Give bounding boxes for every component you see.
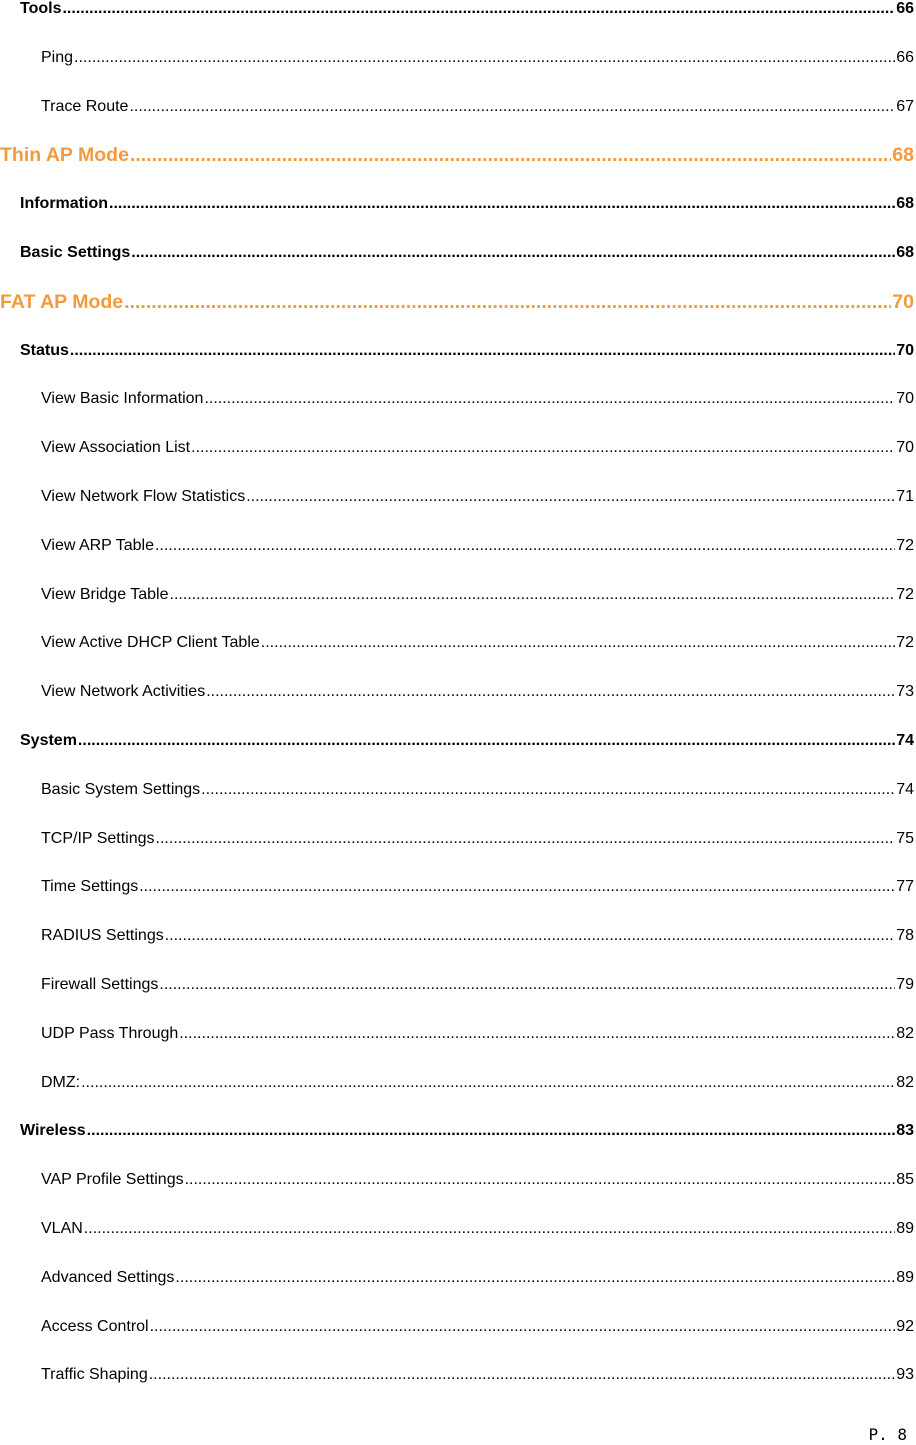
- toc-entry-title: Time Settings: [41, 878, 139, 896]
- toc-section-entry[interactable]: [20, 195, 914, 217]
- toc-entry-title: Traffic Shaping: [41, 1366, 148, 1384]
- toc-entry-title: DMZ:: [41, 1073, 81, 1091]
- toc-subsection-entry[interactable]: [41, 683, 914, 705]
- toc-section-entry[interactable]: [20, 342, 914, 364]
- toc-entry-title: RADIUS Settings: [41, 927, 164, 945]
- toc-dot-leader: [62, 0, 895, 18]
- toc-entry-title: Tools: [20, 0, 62, 17]
- toc-dot-leader: [78, 732, 895, 750]
- toc-entry-page-number: 67: [896, 97, 914, 115]
- toc-subsection-entry[interactable]: [41, 878, 914, 900]
- toc-section-entry[interactable]: [20, 732, 914, 754]
- toc-entry-title: Thin AP Mode: [0, 144, 129, 167]
- toc-section-entry[interactable]: [20, 1122, 914, 1144]
- toc-entry-title: View Bridge Table: [41, 585, 169, 603]
- toc-dot-leader: [81, 1074, 895, 1092]
- toc-dot-leader: [150, 1318, 896, 1336]
- toc-subsection-entry[interactable]: [41, 1220, 914, 1242]
- toc-entry-page-number: 70: [896, 439, 914, 457]
- toc-entry-title: UDP Pass Through: [41, 1024, 179, 1042]
- toc-dot-leader: [74, 49, 895, 67]
- toc-subsection-entry[interactable]: [41, 976, 914, 998]
- toc-subsection-entry[interactable]: [41, 1025, 914, 1047]
- toc-section-entry[interactable]: [20, 244, 914, 266]
- toc-entry-page-number: 68: [896, 195, 914, 213]
- toc-entry-page-number: 72: [896, 634, 914, 652]
- toc-dot-leader: [156, 830, 896, 848]
- toc-subsection-entry[interactable]: [41, 781, 914, 803]
- toc-chapter-entry[interactable]: [0, 291, 914, 317]
- toc-entry-title: FAT AP Mode: [0, 290, 124, 313]
- toc-entry-title: Access Control: [41, 1317, 149, 1335]
- toc-entry-title: View ARP Table: [41, 536, 154, 554]
- toc-entry-page-number: 89: [896, 1268, 914, 1286]
- toc-entry-title: Trace Route: [41, 97, 129, 115]
- toc-subsection-entry[interactable]: [41, 49, 914, 71]
- toc-entry-title: Basic System Settings: [41, 780, 201, 798]
- toc-entry-title: Advanced Settings: [41, 1268, 175, 1286]
- toc-entry-title: Ping: [41, 48, 74, 66]
- toc-subsection-entry[interactable]: [41, 98, 914, 120]
- toc-dot-leader: [159, 976, 895, 994]
- toc-dot-leader: [175, 1269, 895, 1287]
- toc-entry-title: Status: [20, 341, 69, 359]
- toc-entry-page-number: 68: [896, 244, 914, 261]
- toc-entry-page-number: 92: [896, 1317, 914, 1335]
- toc-dot-leader: [124, 291, 891, 314]
- toc-section-entry[interactable]: [20, 0, 914, 22]
- toc-entry-page-number: 78: [896, 927, 914, 945]
- toc-entry-page-number: 66: [896, 48, 914, 66]
- toc-dot-leader: [84, 1220, 895, 1238]
- toc-dot-leader: [130, 144, 891, 167]
- toc-dot-leader: [155, 537, 895, 555]
- toc-subsection-entry[interactable]: [41, 1074, 914, 1096]
- toc-subsection-entry[interactable]: [41, 1171, 914, 1193]
- toc-subsection-entry[interactable]: [41, 634, 914, 656]
- toc-subsection-entry[interactable]: [41, 586, 914, 608]
- toc-subsection-entry[interactable]: [41, 830, 914, 852]
- toc-entry-page-number: 77: [896, 878, 914, 896]
- toc-entry-title: VAP Profile Settings: [41, 1171, 184, 1189]
- toc-dot-leader: [87, 1122, 896, 1140]
- toc-entry-title: System: [20, 732, 77, 749]
- toc-dot-leader: [206, 683, 895, 701]
- toc-entry-page-number: 83: [896, 1122, 914, 1140]
- toc-dot-leader: [204, 390, 895, 408]
- toc-dot-leader: [201, 781, 895, 799]
- toc-entry-page-number: 70: [896, 390, 914, 408]
- toc-subsection-entry[interactable]: [41, 439, 914, 461]
- toc-subsection-entry[interactable]: [41, 1366, 914, 1388]
- toc-entry-title: View Basic Information: [41, 390, 204, 408]
- toc-entry-title: View Active DHCP Client Table: [41, 634, 260, 652]
- toc-subsection-entry[interactable]: [41, 1269, 914, 1291]
- toc-entry-page-number: 70: [896, 341, 914, 359]
- toc-entry-page-number: 73: [896, 683, 914, 701]
- toc-entry-title: View Network Activities: [41, 683, 206, 701]
- toc-dot-leader: [149, 1366, 895, 1384]
- toc-dot-leader: [170, 586, 896, 604]
- toc-subsection-entry[interactable]: [41, 1318, 914, 1340]
- toc-entry-title: View Association List: [41, 439, 191, 457]
- toc-chapter-entry[interactable]: [0, 144, 914, 170]
- toc-entry-page-number: 74: [896, 732, 914, 749]
- toc-entry-page-number: 93: [896, 1366, 914, 1384]
- toc-dot-leader: [165, 927, 895, 945]
- toc-dot-leader: [185, 1171, 896, 1189]
- toc-dot-leader: [179, 1025, 895, 1043]
- toc-entry-title: Firewall Settings: [41, 976, 159, 993]
- toc-entry-title: TCP/IP Settings: [41, 829, 155, 847]
- toc-entry-title: View Network Flow Statistics: [41, 488, 246, 505]
- toc-entry-title: Information: [20, 195, 108, 213]
- toc-entry-page-number: 75: [896, 829, 914, 847]
- toc-entry-page-number: 82: [896, 1024, 914, 1042]
- toc-entry-page-number: 85: [896, 1171, 914, 1189]
- toc-dot-leader: [139, 878, 895, 896]
- toc-entry-page-number: 70: [892, 290, 914, 313]
- toc-dot-leader: [246, 488, 895, 506]
- toc-entry-title: Basic Settings: [20, 244, 131, 261]
- toc-entry-page-number: 68: [892, 144, 914, 167]
- toc-entry-title: VLAN: [41, 1220, 83, 1237]
- toc-dot-leader: [131, 244, 895, 262]
- toc-dot-leader: [109, 195, 895, 213]
- toc-dot-leader: [191, 439, 895, 457]
- toc-entry-page-number: 71: [896, 488, 914, 505]
- toc-entry-title: Wireless: [20, 1122, 86, 1140]
- toc-dot-leader: [129, 98, 895, 116]
- toc-entry-page-number: 89: [896, 1220, 914, 1237]
- toc-subsection-entry[interactable]: [41, 488, 914, 510]
- toc-dot-leader: [261, 634, 895, 652]
- page-number: P. 8: [868, 1425, 907, 1444]
- toc-subsection-entry[interactable]: [41, 390, 914, 412]
- toc-entry-page-number: 74: [896, 780, 914, 798]
- toc-subsection-entry[interactable]: [41, 537, 914, 559]
- toc-entry-page-number: 72: [896, 585, 914, 603]
- toc-dot-leader: [70, 342, 895, 360]
- toc-entry-page-number: 72: [896, 536, 914, 554]
- toc-entry-page-number: 82: [896, 1073, 914, 1091]
- toc-entry-page-number: 66: [896, 0, 914, 17]
- toc-entry-page-number: 79: [896, 976, 914, 993]
- toc-subsection-entry[interactable]: [41, 927, 914, 949]
